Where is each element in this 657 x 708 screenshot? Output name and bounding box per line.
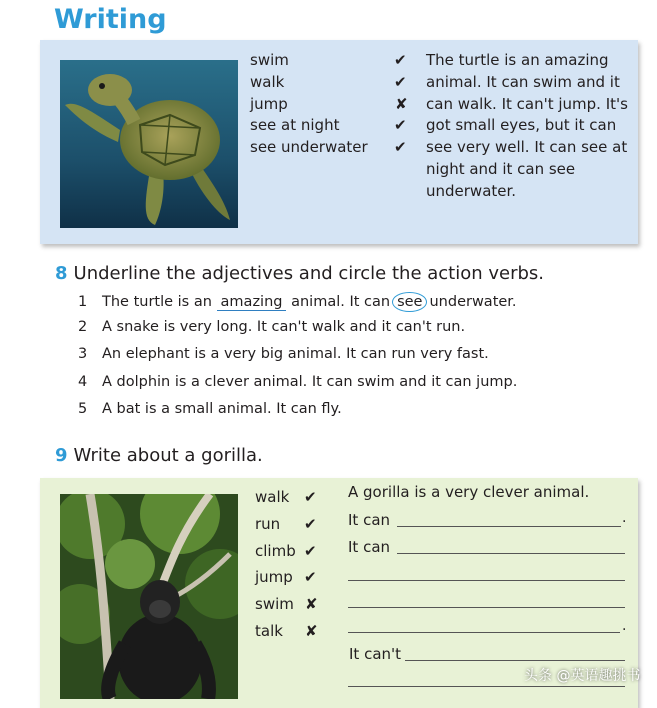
list-item (78, 374, 517, 401)
tick-mark-icon: ✔ (394, 138, 407, 157)
list-item (78, 346, 517, 373)
paragraph-line: see very well. It can see at (426, 138, 628, 157)
circled-verb: see (392, 292, 427, 312)
tick-mark-icon: ✔ (394, 51, 407, 69)
ability-verb: see underwater (250, 138, 368, 157)
cross-mark-icon: ✘ (395, 94, 408, 113)
item-number: 4 (78, 373, 88, 390)
paragraph-line: got small eyes, but it can (426, 116, 617, 135)
exercise-instruction: Write about a gorilla. (73, 445, 263, 466)
exercise-number: 8 (55, 263, 68, 284)
exercise-instruction: Underline the adjectives and circle the action verbs. (73, 263, 545, 284)
tick-mark-icon: ✔ (394, 116, 407, 135)
ability-row (255, 511, 317, 538)
item-text: An elephant is a very big animal. It can run very fast. (102, 346, 489, 363)
paragraph-line: can walk. It can't jump. It's (426, 94, 628, 113)
tick-mark-icon: ✔ (394, 72, 407, 91)
ability-verb: climb (255, 541, 296, 560)
item-text: animal. It can (291, 294, 391, 310)
paragraph-line: The turtle is an amazing (426, 51, 609, 69)
ability-row (255, 538, 317, 565)
ability-row (255, 564, 317, 591)
exercise-9-heading (55, 445, 263, 466)
list-item (78, 292, 517, 319)
ability-row (250, 137, 407, 159)
ability-verb: walk (255, 488, 290, 506)
tick-mark-icon: ✔ (304, 541, 317, 560)
item-text: A dolphin is a clever animal. It can swim and it can jump. (102, 373, 518, 390)
paragraph-line: night and it can see (426, 159, 576, 178)
tick-mark-icon: ✔ (304, 514, 317, 533)
turtle-paragraph (426, 50, 628, 203)
writing-line[interactable] (348, 686, 625, 687)
writing-line[interactable] (348, 580, 625, 581)
watermark: 头条 @英语趣挑书 (524, 668, 641, 684)
item-number: 2 (78, 319, 88, 336)
gorilla-sentence: A gorilla is a very clever animal. (348, 483, 590, 501)
page-title: Writing (54, 4, 167, 35)
writing-line[interactable] (348, 607, 625, 608)
underlined-adjective: amazing (217, 294, 287, 311)
writing-line[interactable] (348, 632, 620, 633)
item-text: The turtle is an (102, 294, 212, 310)
it-can-prompt: It can (348, 511, 391, 529)
ability-row (255, 484, 317, 511)
tick-mark-icon: ✔ (304, 488, 317, 506)
turtle-ability-list (250, 50, 408, 159)
cross-mark-icon: ✘ (305, 595, 318, 614)
exercise-number: 9 (55, 445, 68, 466)
ability-verb: talk (255, 621, 283, 640)
ability-row (255, 618, 318, 645)
period: . (622, 618, 627, 634)
ability-verb: swim (255, 595, 294, 614)
period: . (622, 510, 627, 526)
ability-row (250, 115, 407, 137)
item-number: 5 (78, 400, 88, 417)
item-text: A bat is a small animal. It can fly. (102, 400, 342, 417)
list-item (78, 319, 517, 346)
item-text: A snake is very long. It can't walk and it can't run. (102, 319, 466, 336)
tick-mark-icon: ✔ (304, 568, 317, 587)
item-text: underwater. (429, 294, 517, 310)
item-number: 1 (78, 294, 88, 310)
turtle-photo (60, 60, 238, 228)
exercise-8-heading (55, 263, 544, 284)
gorilla-ability-list (255, 484, 318, 645)
writing-line[interactable] (405, 660, 625, 661)
writing-line[interactable] (397, 526, 621, 527)
ability-row (255, 591, 318, 618)
ability-verb: jump (250, 94, 288, 113)
paragraph-line: animal. It can swim and it (426, 72, 620, 91)
ability-verb: run (255, 514, 281, 533)
exercise-8-list (78, 292, 517, 428)
ability-verb: swim (250, 51, 289, 69)
writing-line[interactable] (397, 553, 625, 554)
ability-verb: see at night (250, 116, 340, 135)
cross-mark-icon: ✘ (305, 621, 318, 640)
item-number: 3 (78, 346, 88, 363)
ability-verb: walk (250, 72, 285, 91)
ability-row (250, 50, 407, 72)
ability-row (250, 94, 408, 116)
it-cant-prompt: It can't (349, 645, 402, 663)
ability-row (250, 72, 407, 94)
gorilla-photo (60, 494, 238, 699)
paragraph-line: underwater. (426, 181, 517, 200)
list-item (78, 401, 517, 428)
it-can-prompt: It can (348, 538, 391, 556)
ability-verb: jump (255, 568, 293, 587)
